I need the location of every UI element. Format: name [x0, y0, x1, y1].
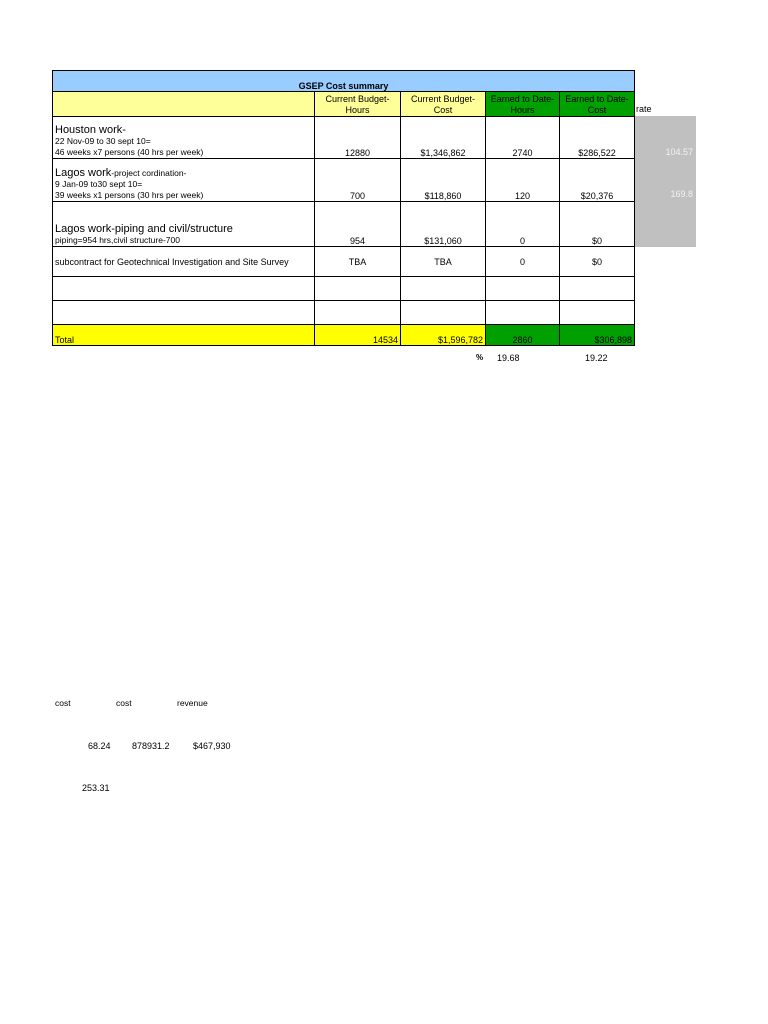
rate-block	[635, 116, 696, 247]
cell-budget-hours: TBA	[315, 247, 401, 277]
empty-cell	[315, 277, 401, 301]
rate-value: 169.8	[670, 189, 693, 199]
cell-earned-hours: 2740	[486, 117, 560, 159]
total-budget-cost: $1,596,782	[401, 325, 486, 346]
lower-value-2: 878931.2	[132, 741, 170, 751]
cell-budget-cost: $131,060	[401, 202, 486, 247]
cell-earned-hours: 0	[486, 247, 560, 277]
row-line2: 22 Nov-09 to 30 sept 10=	[55, 136, 151, 146]
row-line3: 39 weeks x1 persons (30 hrs per week)	[55, 190, 204, 200]
row-title: subcontract for Geotechnical Investigation and Site Survey	[55, 256, 289, 267]
row-title: Lagos work	[55, 167, 112, 179]
empty-cell	[560, 277, 635, 301]
cell-earned-hours: 120	[486, 159, 560, 202]
header-earned-cost: Earned to Date-Cost	[560, 92, 635, 117]
header-blank	[53, 92, 315, 117]
row-description	[53, 159, 315, 202]
empty-cell	[486, 277, 560, 301]
empty-cell	[486, 301, 560, 325]
table-row	[53, 202, 635, 247]
row-title: Lagos work-piping and civil/structure	[55, 223, 233, 235]
cell-budget-hours: 12880	[315, 117, 401, 159]
header-earned-hours: Earned to Date-Hours	[486, 92, 560, 117]
empty-cell	[53, 277, 315, 301]
cost-summary-table	[52, 70, 635, 346]
lower-value-1: 68.24	[88, 741, 111, 751]
lower-label-revenue: revenue	[177, 698, 208, 708]
row-description	[53, 117, 315, 159]
cell-earned-cost: $0	[560, 202, 635, 247]
lower-label-cost-1: cost	[55, 698, 71, 708]
row-title-suffix: -project cordination-	[111, 168, 187, 178]
cell-earned-hours: 0	[486, 202, 560, 247]
row-title: Houston work-	[55, 124, 126, 136]
empty-cell	[53, 301, 315, 325]
total-budget-hours: 14534	[315, 325, 401, 346]
table-row-empty	[53, 277, 635, 301]
lower-extra-value: 253.31	[82, 783, 110, 793]
percent-label: %	[476, 353, 484, 362]
total-earned-hours: 2860	[486, 325, 560, 346]
row-line2: piping=954 hrs,civil structure-700	[55, 235, 180, 245]
empty-cell	[560, 301, 635, 325]
row-description	[53, 202, 315, 247]
cell-earned-cost: $20,376	[560, 159, 635, 202]
row-description	[53, 247, 315, 277]
total-label: Total	[53, 325, 315, 346]
empty-cell	[315, 301, 401, 325]
cell-budget-cost: $118,860	[401, 159, 486, 202]
total-row	[53, 325, 635, 346]
percent-cost: 19.22	[585, 353, 608, 363]
cell-earned-cost: $0	[560, 247, 635, 277]
table-row	[53, 159, 635, 202]
header-budget-cost: Current Budget-Cost	[401, 92, 486, 117]
lower-value-3: $467,930	[193, 741, 231, 751]
table-row	[53, 117, 635, 159]
cell-budget-hours: 700	[315, 159, 401, 202]
empty-cell	[401, 301, 486, 325]
cell-earned-cost: $286,522	[560, 117, 635, 159]
table-row	[53, 247, 635, 277]
rate-value: 104.57	[665, 147, 693, 157]
row-line3: 46 weeks x7 persons (40 hrs per week)	[55, 147, 204, 157]
total-earned-cost: $306,898	[560, 325, 635, 346]
lower-label-cost-2: cost	[116, 698, 132, 708]
percent-hours: 19.68	[497, 353, 520, 363]
empty-cell	[401, 277, 486, 301]
header-budget-hours: Current Budget-Hours	[315, 92, 401, 117]
table-row-empty	[53, 301, 635, 325]
cell-budget-cost: $1,346,862	[401, 117, 486, 159]
rate-label: rate	[636, 104, 652, 114]
row-line2: 9 Jan-09 to30 sept 10=	[55, 179, 143, 189]
cell-budget-hours: 954	[315, 202, 401, 247]
cell-budget-cost: TBA	[401, 247, 486, 277]
table-title: GSEP Cost summary	[53, 71, 635, 92]
